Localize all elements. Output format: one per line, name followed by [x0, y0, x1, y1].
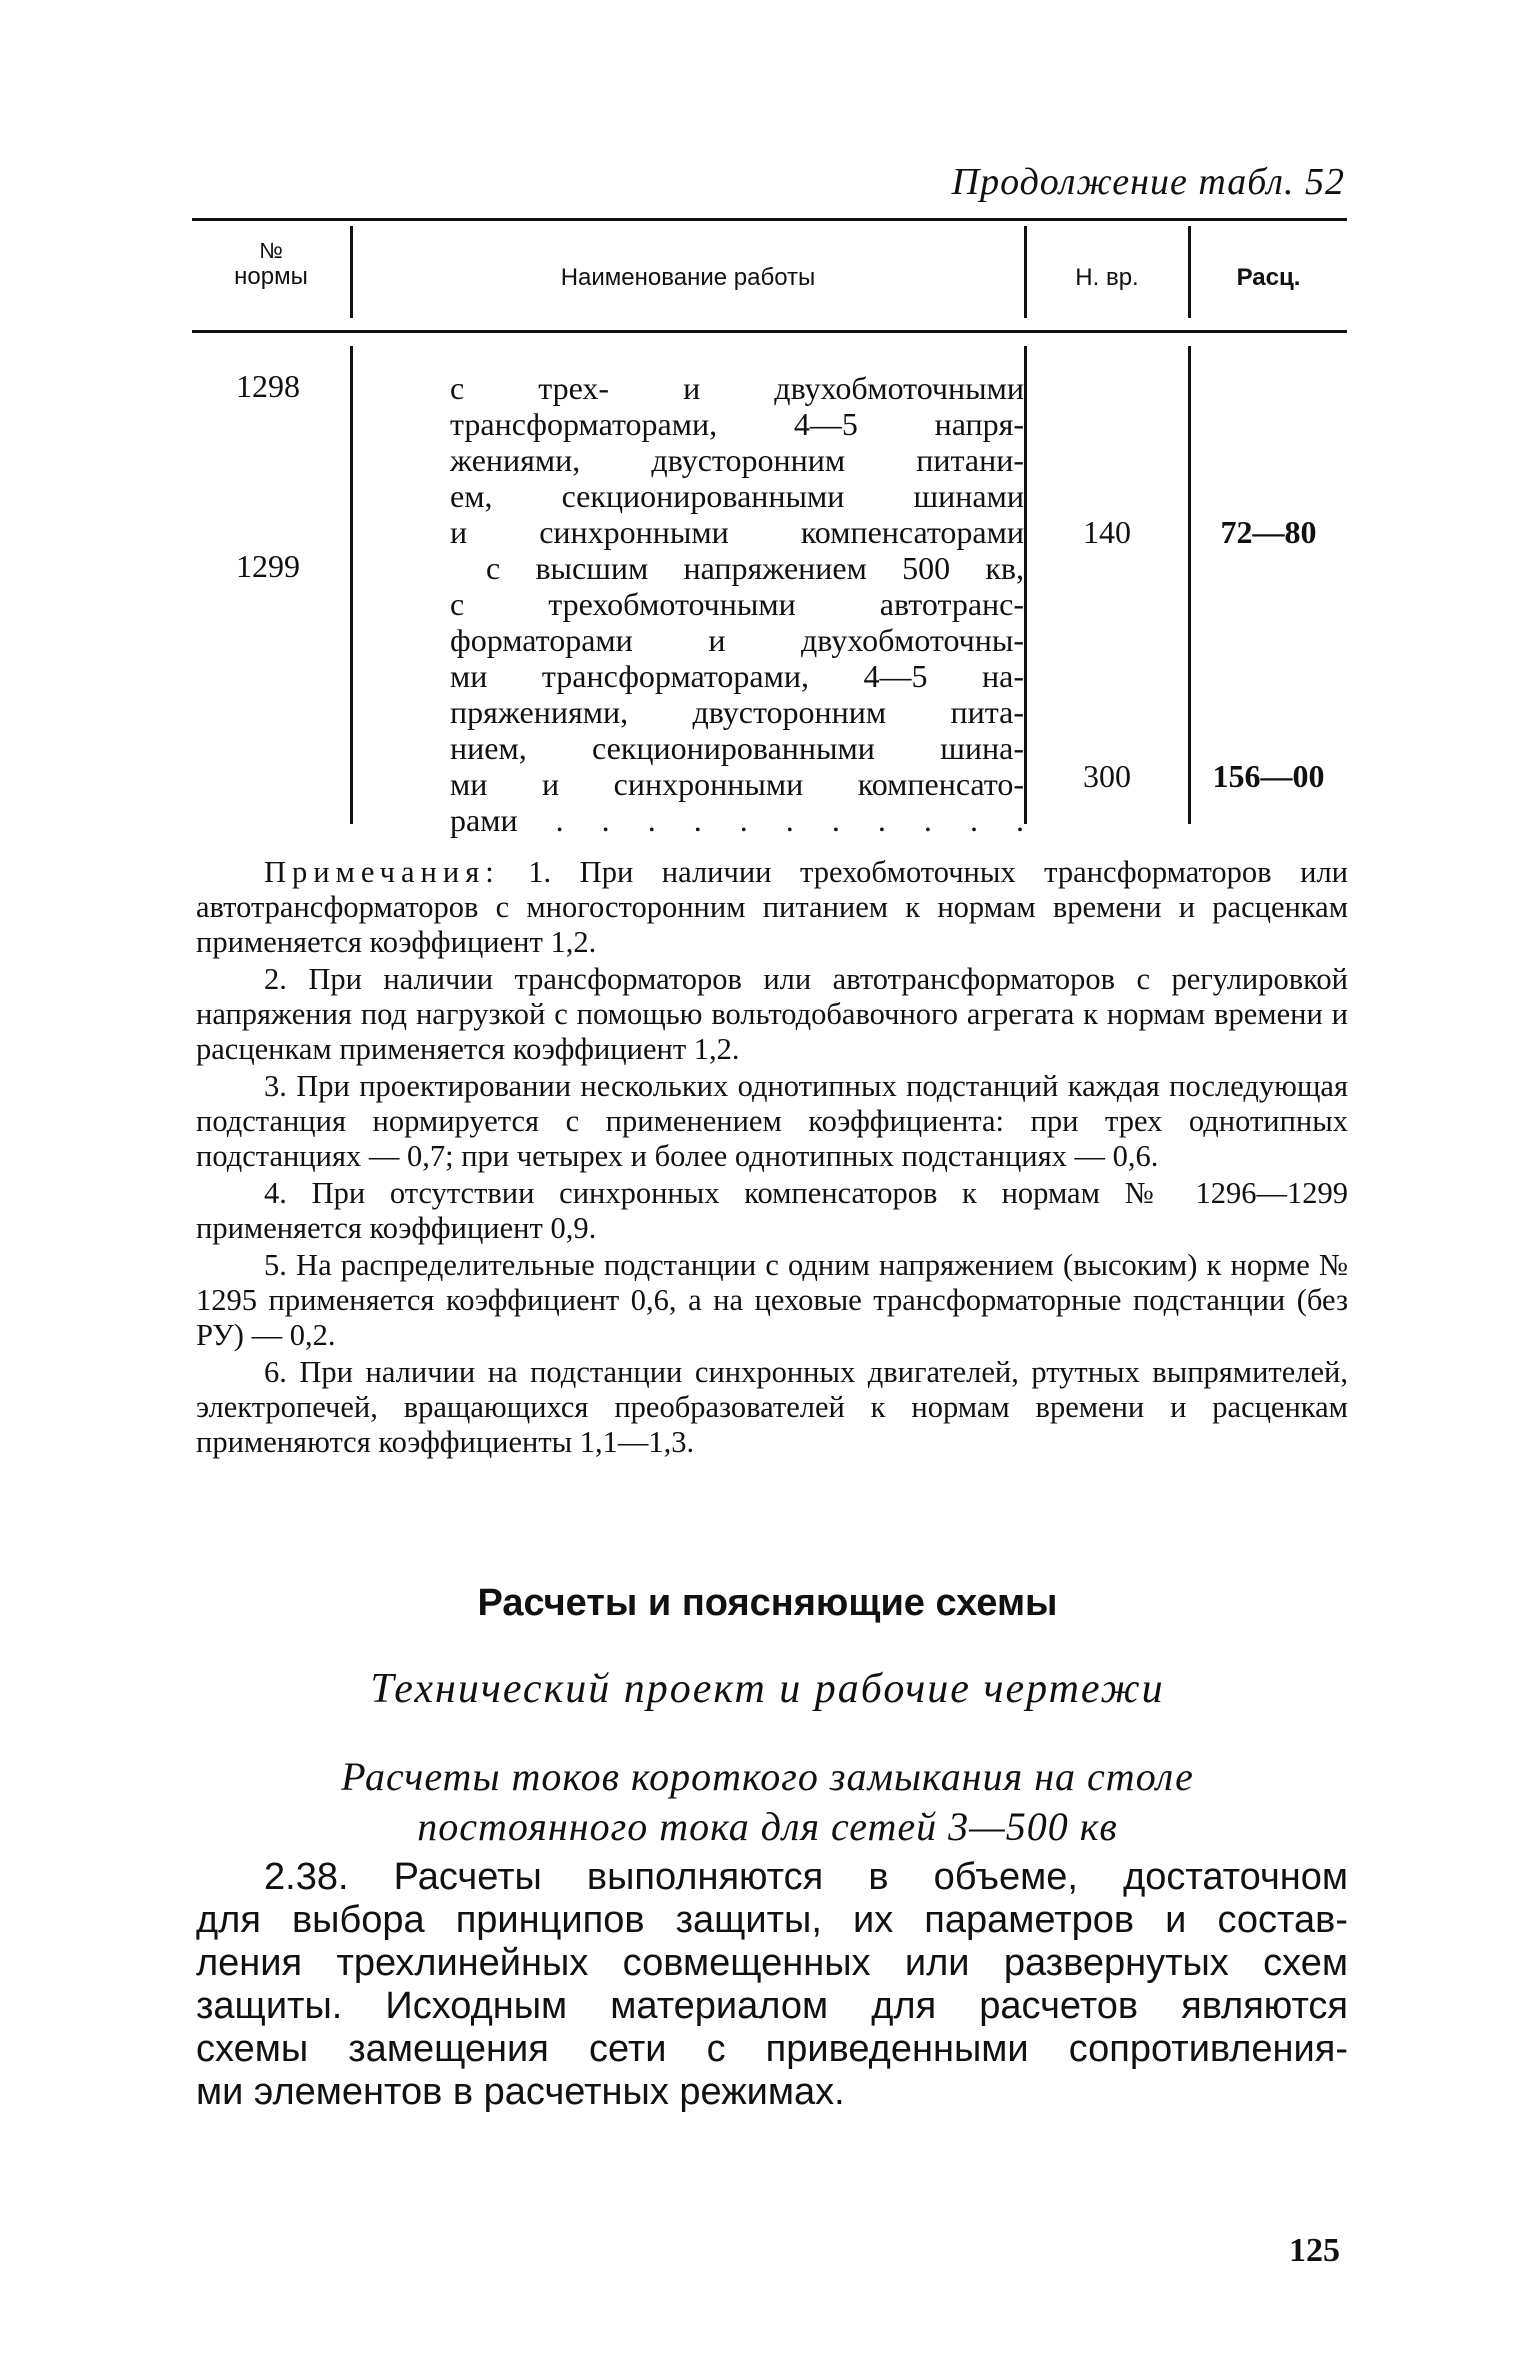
body-line: ми элементов в расчетных режимах.: [196, 2071, 845, 2113]
column-divider: [1188, 346, 1191, 824]
subsubsection-heading: [0, 1752, 1535, 1852]
header-rate: Расц.: [1236, 264, 1301, 291]
number-sign: №: [259, 238, 283, 263]
body-line: ления трехлинейных совмещенных или развернутых схем: [196, 1942, 1348, 1984]
time-norm-value: 140: [1083, 514, 1131, 550]
rate-value: 156—00: [1212, 758, 1325, 794]
subsection-heading: Технический проект и рабочие чертежи: [370, 1666, 1165, 1712]
work-line: жениями, двусторонним питани-: [450, 442, 1024, 478]
work-line: ми и синхронными компенсато-: [450, 766, 1024, 802]
body-line: для выбора принципов защиты, их параметров и состав-: [196, 1899, 1348, 1941]
work-line: с трех- и двухобмоточными: [450, 370, 1024, 406]
work-line: рами . . . . . . . . . . .: [450, 802, 1024, 838]
subsubsection-heading-line: постоянного тока для сетей 3—500 кв: [417, 1804, 1118, 1849]
work-line: с высшим напряжением 500 кв,: [486, 550, 1024, 586]
column-divider: [1024, 346, 1027, 824]
table-header-rule: [192, 330, 1347, 333]
work-line: и синхронными компенсаторами: [450, 514, 1024, 550]
time-norm-value: 300: [1083, 758, 1131, 794]
note-6: 6. При наличии на подстанции синхронных двигателей, ртутных выпрямителей, электропечей, вращающихся преобразователей к нормам времени и расценкам применяются коэффициенты 1,1—1,3.: [196, 1355, 1348, 1459]
body-paragraph: [196, 1856, 1348, 2114]
note-4: 4. При отсутствии синхронных компенсаторов к нормам № 1296—1299 применяется коэффициент 0,9.: [196, 1176, 1348, 1245]
work-line: ми трансформаторами, 4—5 на-: [450, 658, 1024, 694]
work-line: нием, секционированными шина-: [450, 730, 1024, 766]
work-line: ем, секционированными шинами: [450, 478, 1024, 514]
rate-value: 72—80: [1220, 514, 1317, 550]
note-1: Примечания: 1. При наличии трехобмоточных трансформаторов или автотрансформаторов с многосторонним питанием к нормам времени и расценкам применяется коэффициент 1,2.: [196, 855, 1348, 959]
work-line: форматорами и двухобмоточны-: [450, 622, 1024, 658]
column-divider: [350, 346, 353, 824]
note-3: 3. При проектировании нескольких однотипных подстанций каждая последующая подстанция нормируется с применением коэффициента: при трех однотипных подстанциях — 0,7; при четырех и более однотипных подстанциях — 0,6.: [196, 1069, 1348, 1173]
table-notes: [196, 855, 1348, 1462]
header-time-norm: Н. вр.: [1075, 264, 1139, 291]
norm-number: 1299: [236, 548, 300, 584]
table-top-rule: [192, 218, 1347, 221]
note-2: 2. При наличии трансформаторов или автотрансформаторов с регулировкой напряжения под нагрузкой с помощью вольтодобавочного агрегата к нормам времени и расценкам применяется коэффициент 1,2.: [196, 962, 1348, 1066]
header-norm-label: нормы: [234, 263, 308, 290]
section-heading: Расчеты и поясняющие схемы: [477, 1582, 1058, 1624]
body-line: 2.38. Расчеты выполняются в объеме, достаточном: [264, 1856, 1348, 1898]
page-number: 125: [1289, 2232, 1340, 2269]
notes-label: Примечания:: [264, 855, 500, 889]
subsubsection-heading-line: Расчеты токов короткого замыкания на столе: [341, 1754, 1194, 1799]
norms-table: [192, 218, 1347, 838]
work-description: [450, 370, 1024, 838]
header-norm-number: [192, 238, 350, 290]
norm-number: 1298: [236, 368, 300, 404]
work-line: трансформаторами, 4—5 напря-: [450, 406, 1024, 442]
work-line: с трехобмоточными автотранс-: [450, 586, 1024, 622]
body-line: защиты. Исходным материалом для расчетов являются: [196, 1985, 1348, 2027]
work-line: пряжениями, двусторонним пита-: [450, 694, 1024, 730]
table-continuation-caption: Продолжение табл. 52: [951, 161, 1345, 203]
body-line: схемы замещения сети с приведенными сопротивления-: [196, 2028, 1348, 2070]
header-work-name: Наименование работы: [560, 264, 816, 291]
note-5: 5. На распределительные подстанции с одним напряжением (высоким) к норме № 1295 применяется коэффициент 0,6, а на цеховые трансформаторные подстанции (без РУ) — 0,2.: [196, 1248, 1348, 1352]
